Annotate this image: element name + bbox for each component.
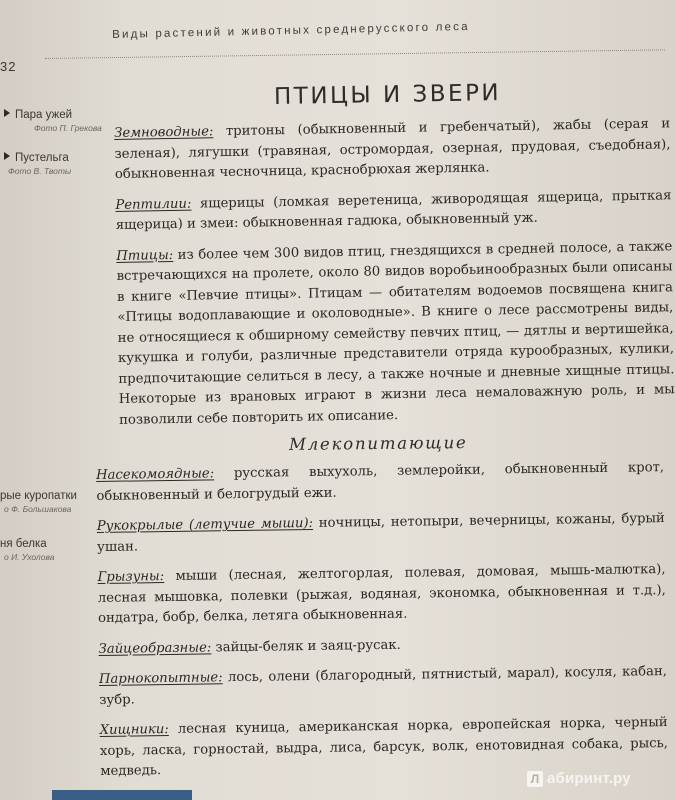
caption-text: рые куропатки (0, 490, 77, 502)
labirint-logo-icon: Л (527, 771, 543, 787)
triangle-pointer-icon (4, 109, 10, 117)
caption-credit: о И. Ухолова (4, 552, 55, 562)
paragraph-text: лесная куница, американская норка, европейская норка, черный хорь, ласка, горностай, выдра, лиса, барсук, волк, енотовидная собака, рысь, медведь. (99, 715, 669, 779)
paragraph (114, 114, 671, 185)
photo-edge (52, 790, 192, 800)
paragraph-label: Рукокрылые (летучие мыши): (96, 515, 314, 534)
caption-text: ня белка (0, 538, 47, 550)
caption-text: Пара ужей (15, 109, 73, 121)
paragraph (96, 458, 665, 507)
paragraph (116, 237, 675, 431)
photo-caption (0, 490, 77, 514)
paragraph-label: Земноводные: (114, 124, 214, 141)
paragraph-text: мыши (лесная, желтогорлая, полевая, домовая, мышь-малютка), лесная мышовка, полевки (рыжая, водяная, экономка, обыкновенная и т.д.), ондатра, бобр, белка, летяга обыкновенная. (97, 562, 666, 626)
section-title: ПТИЦЫ И ЗВЕРИ (273, 80, 502, 110)
paragraph-label: Зайцеобразные: (98, 639, 212, 657)
dotted-rule (45, 49, 665, 59)
paragraph-label: Хищники: (99, 722, 169, 738)
paragraph-label: Грызуны: (97, 569, 165, 585)
paragraph (99, 662, 668, 711)
caption-text: Пустельга (15, 152, 69, 164)
photo-caption (4, 152, 71, 176)
paragraph (115, 186, 672, 237)
paragraph-text: лось, олени (благородный, пятнистый, марал), косуля, кабан, зубр. (99, 664, 668, 708)
caption-credit: Фото В. Твоты (8, 166, 72, 176)
paragraph-text: ящерицы (ломкая веретеница, живородящая ящерица, прыткая ящерица) и змеи: обыкновенная гадюка, обыкновенный уж. (115, 187, 672, 233)
paragraph-label: Птицы: (116, 247, 174, 264)
triangle-pointer-icon (4, 152, 10, 160)
paragraph-label: Рептилии: (115, 196, 192, 213)
section-subtitle: Млекопитающие (288, 433, 468, 454)
caption-credit: о Ф. Большакова (4, 504, 72, 514)
paragraph-text: зайцы-беляк и заяц-русак. (211, 637, 401, 655)
section-body (96, 458, 669, 792)
paragraph-label: Парнокопытные: (98, 670, 223, 687)
caption-credit: Фото П. Грекова (34, 123, 102, 133)
paragraph-text: русская выхухоль, землеройки, обыкновенный крот, обыкновенный и белогрудый ежи. (96, 460, 665, 504)
page-header (0, 20, 675, 74)
photo-caption (0, 538, 54, 562)
page-number: 32 (0, 59, 17, 74)
paragraph (97, 509, 666, 558)
section-body (114, 114, 675, 441)
paragraph (98, 632, 666, 660)
paragraph-label: Насекомоядные: (96, 466, 215, 483)
watermark (527, 770, 631, 787)
paragraph (97, 560, 666, 629)
photo-caption (4, 109, 102, 133)
watermark-text: абиринт.ру (547, 770, 631, 787)
running-title: Виды растений и животных среднерусского леса (112, 20, 470, 41)
paragraph-text: тритоны (обыкновенный и гребенчатый), жабы (серая и зеленая), лягушки (травяная, остромордая, озерная, прудовая, съедобная), обыкновенная чесночница, краснобрюхая жерлянка. (114, 116, 671, 182)
paragraph-text: ночницы, нетопыри, вечерницы, кожаны, бурый ушан. (97, 511, 665, 555)
paragraph-text: из более чем 300 видов птиц, гнездящихся в средней полосе, а также встречающихся на пролете, около 80 видов воробьинообразных были описаны в книге «Певчие птицы». Птицам — обитателям водоемов посвящена книга «Птицы водоплавающие и околоводные». В книге о лесе рассмотрены виды, не относящиеся к обширному семейству певчих птиц, — дятлы и вертишейка, кукушка и голуби, различные представители отряда курообразных, кулики, предпочитающие селиться в лесу, а также ночные и дневные хищные птицы. Некоторые из врановых играют в жизни леса немаловажную роль, и мы позволили себе повторить их описание. (116, 238, 675, 428)
